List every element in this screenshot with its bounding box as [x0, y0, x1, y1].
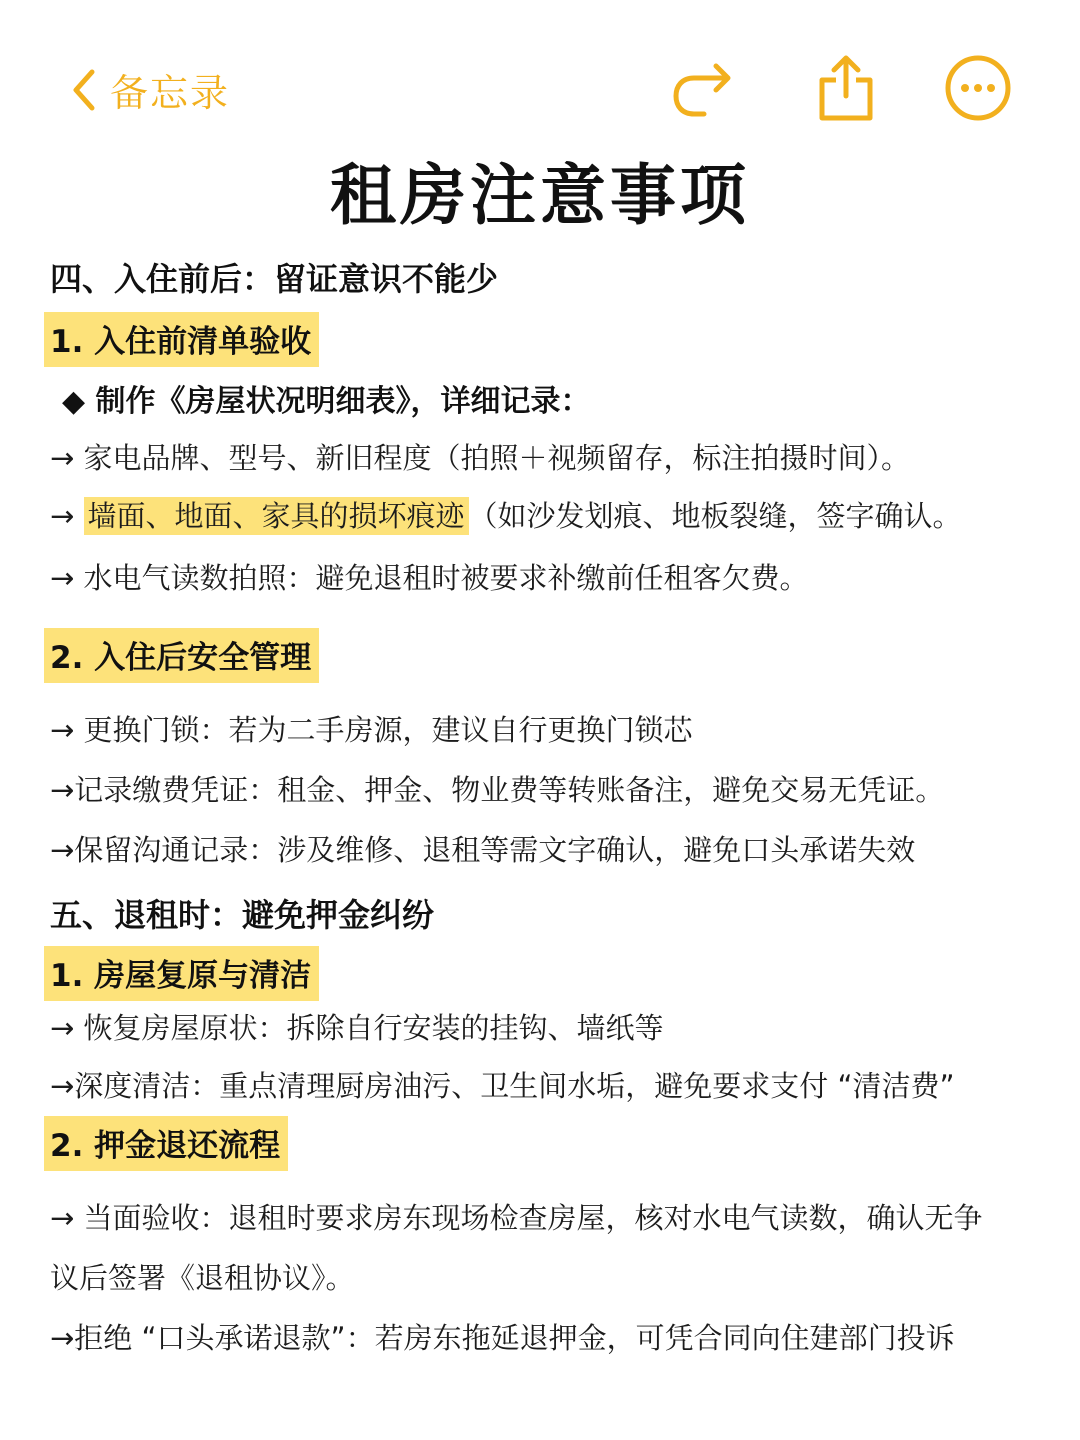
share-icon [818, 54, 874, 122]
nav-bar [0, 0, 1080, 150]
subsection-heading: 2. 押金退还流程 [44, 1116, 288, 1171]
subsection-heading: 2. 入住后安全管理 [44, 628, 319, 683]
list-item: →保留沟通记录：涉及维修、退租等需文字确认，避免口头承诺失效 [50, 833, 916, 867]
highlighted-text: 墙面、地面、家具的损坏痕迹 [84, 497, 469, 535]
subsection-heading: 1. 房屋复原与清洁 [44, 946, 319, 1001]
section-heading: 五、退租时：避免押金纠纷 [50, 896, 435, 934]
item-text: （如沙发划痕、地板裂缝，签字确认。 [468, 499, 962, 533]
list-item: →深度清洁：重点清理厨房油污、卫生间水垢，避免要求支付 “清洁费” [50, 1069, 955, 1103]
note-title: 租房注意事项 [330, 157, 750, 234]
share-button[interactable] [818, 54, 874, 122]
subsection-heading: 1. 入住前清单验收 [44, 312, 319, 367]
list-item: → 当面验收：退租时要求房东现场检查房屋，核对水电气读数，确认无争 [50, 1201, 983, 1235]
list-item: 议后签署《退租协议》。 [50, 1261, 355, 1295]
back-button[interactable] [68, 62, 230, 117]
more-icon [944, 54, 1012, 122]
arrow-text: → [50, 499, 84, 533]
section-heading: 四、入住前后：留证意识不能少 [50, 260, 499, 298]
list-item: →记录缴费凭证：租金、押金、物业费等转账备注，避免交易无凭证。 [50, 773, 945, 807]
list-item: →拒绝 “口头承诺退款”：若房东拖延退押金，可凭合同向住建部门投诉 [50, 1321, 955, 1355]
bullet-line: ◆ 制作《房屋状况明细表》，详细记录： [62, 384, 591, 419]
redo-icon [670, 58, 734, 120]
list-item: → 更换门锁：若为二手房源，建议自行更换门锁芯 [50, 713, 693, 747]
more-button[interactable] [944, 54, 1012, 122]
chevron-left-icon [68, 66, 100, 114]
list-item: → 家电品牌、型号、新旧程度（拍照＋视频留存，标注拍摄时间）。 [50, 441, 911, 475]
redo-button[interactable] [670, 58, 734, 120]
list-item: → 水电气读数拍照：避免退租时被要求补缴前任租客欠费。 [50, 561, 809, 595]
back-label: 备忘录 [110, 71, 231, 115]
list-item: → 恢复房屋原状：拆除自行安装的挂钩、墙纸等 [50, 1011, 664, 1045]
list-item [50, 494, 962, 535]
